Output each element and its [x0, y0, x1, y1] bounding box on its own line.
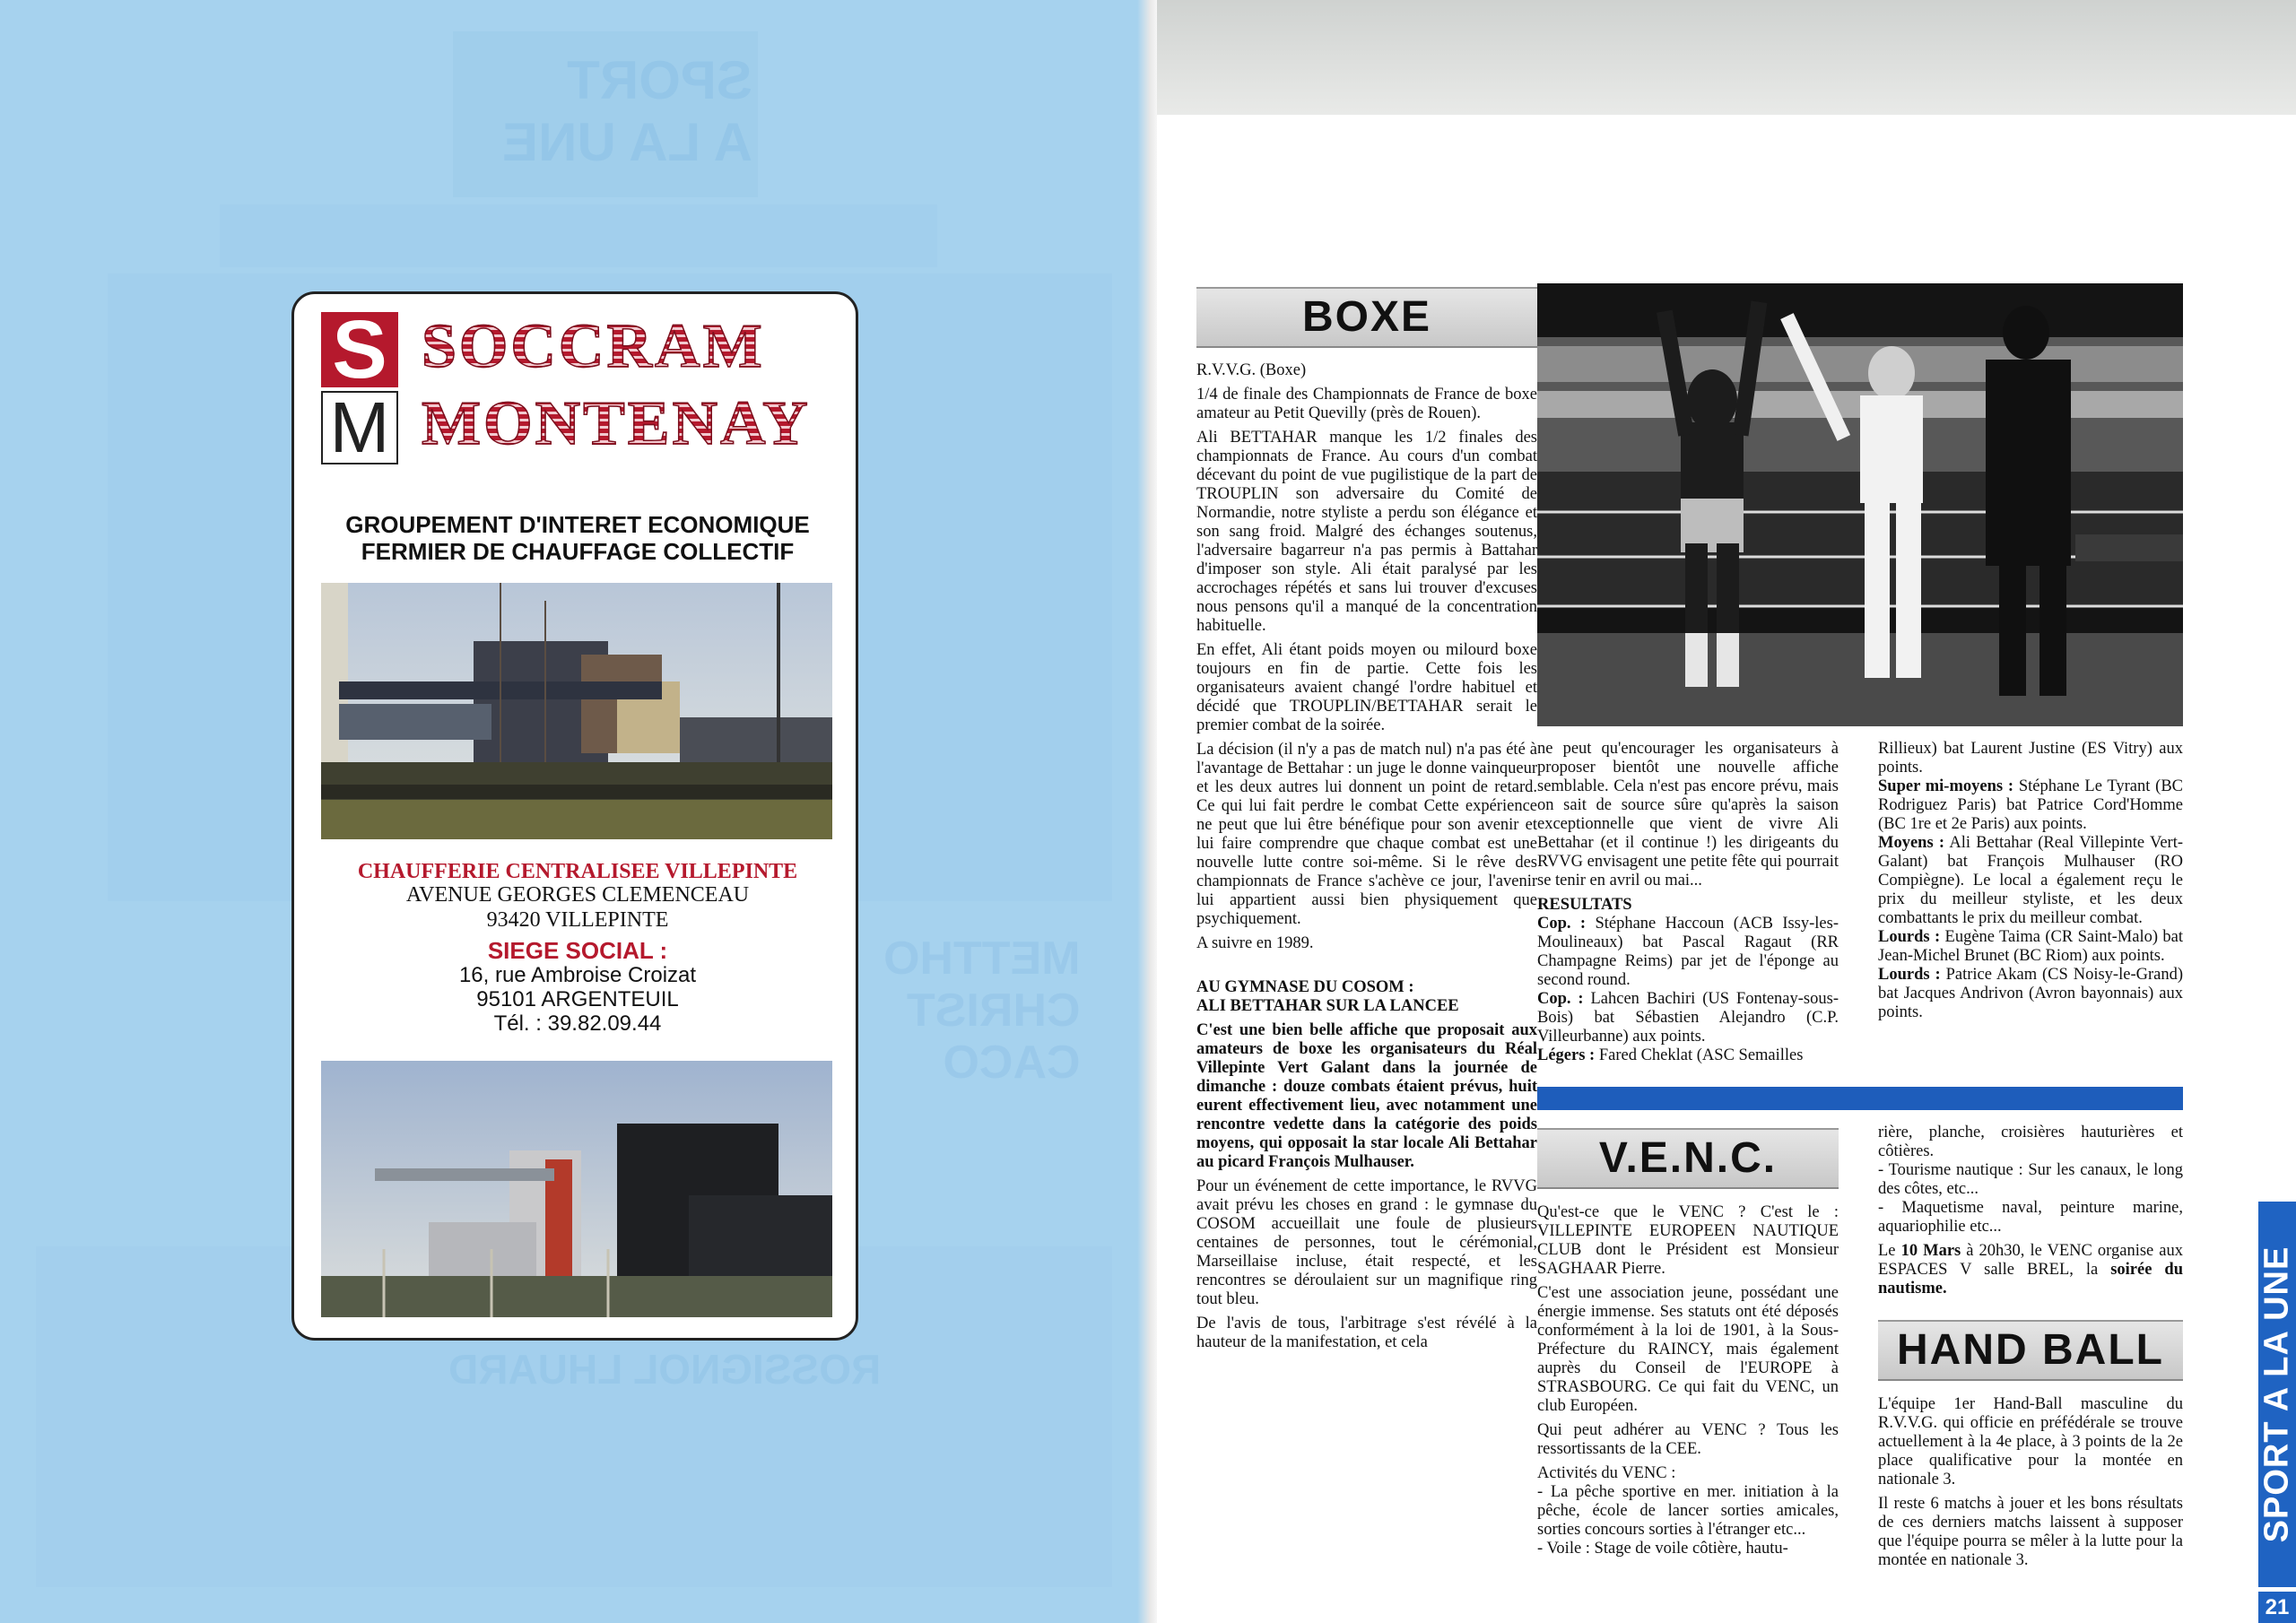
venc-paragraph: C'est une association jeune, possédant une énergie immense. Ses statuts ont été déposés conformément à la loi de 1901, à la Sous-Préfecture du RAINCY, mais également auprès du Conseil de l'EUROPE à STRASBOURG. Ce qui fait du VENC, un club Européen. [1537, 1284, 1839, 1415]
boxe-heading: BOXE [1196, 287, 1537, 348]
cosom-paragraph: Pour un événement de cette importance, le RVVG avait prévu les choses en grand : le gymnase du COSOM accueillait une foule de plusieurs centaines de personnes, tout le cérémonial, Marseillaise incluse, était respecté, et les rencontres se déroulaient sur un magnifique ring tout bleu. [1196, 1177, 1537, 1308]
boxe-paragraph: En effet, Ali étant poids moyen ou milourd boxe toujours en fin de partie. Cette fois les organisateurs avaient changé l'ordre habituel et décidé que TROUPLIN/BETTAHAR serait le premier combat de la soirée. [1196, 641, 1537, 734]
bleed-through-text: METTHO CHRIST CACO [883, 933, 1081, 1089]
result-label: Cop. : [1537, 915, 1587, 933]
cosom-heading-1: AU GYMNASE DU COSOM : [1196, 978, 1414, 996]
result-text: Stéphane Haccoun (ACB Issy-les-Moulineaux) bat Pascal Ragaut (RR Champagne Reims) par jet de l'éponge au second round. [1537, 915, 1839, 989]
result-text: Eugène Taima (CR Saint-Malo) bat Jean-Michel Brunet (BC Riom) aux points. [1878, 928, 2183, 965]
venc-column-2 [1878, 1124, 2183, 1304]
boxe-column-2 [1537, 740, 1839, 1065]
boiler-plant-photo-2 [321, 1061, 832, 1317]
venc-list-item: - Maquetisme naval, peinture marine, aquariophilie etc... [1878, 1199, 2183, 1236]
cosom-lead: C'est une bien belle affiche que proposait aux amateurs de boxe les organisateurs du Réal Villepinte Vert Galant dans la journée de dimanche : douze combats étaient prévus, huit eurent effectivement lieu, avec notamment une rencontre vedette dans la catégorie des poids moyens, qui opposait la star locale Ali Bettahar au picard François Mulhauser. [1196, 1021, 1537, 1171]
boxe-paragraph: A suivre en 1989. [1196, 934, 1314, 952]
boxe-paragraph: Ali BETTAHAR manque les 1/2 finales des championnats de France. Au cours d'un combat décevant du point de vue pugilistique de la part de TROUPLIN son adversaire du Comité de Normandie, notre styliste a perdu son élégance et son sang froid. Malgré des échanges soutenus, l'adversaire bagarreur n'a pas permis à Battahar d'imposer son style. Ali était paralysé par les accrochages répétés et sans lui trouver d'excuses nous pensons qu'il a manqué de la concentration habituelle. [1196, 429, 1537, 635]
boiler-plant-photo-1 [321, 583, 832, 839]
boxe-column-1 [1196, 361, 1537, 1358]
boxing-photo [1537, 283, 2183, 726]
gie-line2: FERMIER DE CHAUFFAGE COLLECTIF [361, 538, 795, 565]
venc-event: soirée du nautisme. [1878, 1261, 2183, 1298]
venc-list-item: - Tourisme nautique : Sur les canaux, le long des côtes, etc... [1878, 1161, 2183, 1198]
handball-paragraph: Il reste 6 matchs à jouer et les bons résultats de ces derniers matchs laissent à supposer que l'équipe pourra se mêler à la lutte pour la montée en nationale 3. [1878, 1495, 2183, 1569]
handball-paragraph: L'équipe 1er Hand-Ball masculine du R.V.V.G. qui officie en préfédérale se trouve actuellement à la 4e place, à 3 points de la 2e place qualificative pour la montée en nationale 3. [1878, 1395, 2183, 1488]
advertisement [291, 291, 858, 1341]
hq-address2: 95101 ARGENTEUIL [476, 987, 679, 1011]
boxe-paragraph: 1/4 de finale des Championnats de France de boxe amateur au Petit Quevilly (près de Rouen). [1196, 386, 1537, 422]
hq-phone: Tél. : 39.82.09.44 [493, 1011, 662, 1036]
venc-paragraph: Qui peut adhérer au VENC ? Tous les ressortissants de la CEE. [1537, 1421, 1839, 1458]
handball-column [1878, 1395, 2183, 1575]
bleed-through-box [220, 204, 937, 267]
result-label: Cop. : [1537, 990, 1584, 1008]
result-text: Stéphane Le Tyrant (BC Rodriguez Paris) bat Patrice Cord'Homme (BC 1re et 2e Paris) aux points. [1878, 777, 2184, 833]
hq-address1: 16, rue Ambroise Croizat [458, 963, 697, 987]
handball-heading: HAND BALL [1878, 1320, 2183, 1381]
site-address2: 93420 VILLEPINTE [486, 908, 669, 932]
hq-title: SIEGE SOCIAL : [487, 937, 668, 964]
results-title: RESULTATS [1537, 896, 1632, 914]
venc-paragraph: Qu'est-ce que le VENC ? C'est le : VILLEPINTE EUROPEEN NAUTIQUE CLUB dont le Président est Monsieur SAGHAAR Pierre. [1537, 1203, 1839, 1278]
result-label: Super mi-moyens : [1878, 777, 2014, 795]
venc-text: à 20h30, le VENC organise aux ESPACES V salle BREL, la [1878, 1242, 2184, 1279]
result-label: Lourds : [1878, 966, 1941, 984]
right-page [1157, 0, 2296, 1623]
venc-paragraph: Activités du VENC : [1537, 1464, 1676, 1482]
venc-column-1 [1537, 1203, 1839, 1558]
brand-name-line2: MONTENAY [422, 389, 811, 458]
cosom-paragraph: De l'avis de tous, l'arbitrage s'est révélé à la hauteur de la manifestation, et cela [1196, 1315, 1537, 1351]
logo-letter-bottom: M [321, 391, 398, 464]
venc-date: 10 Mars [1900, 1242, 1961, 1260]
sm-logo [321, 304, 398, 467]
result-text: Fared Cheklat (ASC Semailles [1598, 1046, 1804, 1064]
section-tab-label: SPORT A LA UNE [2257, 1245, 2296, 1543]
page-spine [1137, 0, 1159, 1623]
site-title: CHAUFFERIE CENTRALISEE VILLEPINTE [357, 860, 798, 883]
result-text: Patrice Akam (CS Noisy-le-Grand) bat Jacques Andrivon (Avron bayonnais) aux points. [1878, 966, 2184, 1021]
boxe-column-3 [1878, 740, 2183, 1022]
logo-letter-top: S [321, 312, 398, 387]
result-label: Légers : [1537, 1046, 1596, 1064]
brand-name-line1: SOCCRAM [422, 312, 765, 381]
result-label: Moyens : [1878, 834, 1945, 852]
boxe-paragraph: R.V.V.G. (Boxe) [1196, 361, 1307, 379]
section-divider [1537, 1087, 2183, 1110]
result-text: Lahcen Bachiri (US Fontenay-sous-Bois) bat Sébastien Alejandro (C.P. Villeurbanne) aux points. [1537, 990, 1839, 1046]
venc-list-item: rière, planche, croisières hauturières et côtières. [1878, 1124, 2183, 1160]
venc-text: Le [1878, 1242, 1896, 1260]
boxe-paragraph: ne peut qu'encourager les organisateurs à proposer bientôt une nouvelle affiche semblable. Cela n'est pas encore prévu, mais on sait de source sûre qu'après la saison exceptionnelle que vient de vivre Ali Bettahar (et il continue !) les dirigeants du RVVG envisagent une petite fête qui pourrait se tenir en avril ou mai... [1537, 740, 1839, 890]
bleed-through-text: ROSSIGNOL LHUARD [448, 1346, 882, 1393]
boxe-paragraph: La décision (il n'y a pas de match nul) n'a pas été à l'avantage de Bettahar : un juge le donne vainqueur et les deux autres lui donnent un point de retard. Ce qui lui fait perdre le combat Cette expérience ne peut que lui être bénéfique pour son avenir et lui faire comprendre que chaque combat est une nouvelle lutte contre soi-même. Si le rêve des championnats de France s'achève ce jour, l'avenir lui appartient aussi bien physiquement que psychiquement. [1196, 741, 1537, 928]
page-header-band [1157, 0, 2296, 115]
cosom-heading-2: ALI BETTAHAR SUR LA LANCEE [1196, 997, 1459, 1015]
site-address1: AVENUE GEORGES CLEMENCEAU [405, 883, 750, 907]
page-number: 21 [2258, 1592, 2296, 1623]
bleed-through-text: SPORT A LA UNE [502, 50, 752, 172]
venc-heading: V.E.N.C. [1537, 1128, 1839, 1189]
result-text: Rillieux) bat Laurent Justine (ES Vitry) aux points. [1878, 740, 2183, 777]
result-text: Ali Bettahar (Real Villepinte Vert-Galant) bat François Mulhauser (RO Compiègne). Le local a également reçu le prix du meilleur styliste, et les deux combattants le prix du meilleur combat. [1878, 834, 2183, 927]
result-label: Lourds : [1878, 928, 1941, 946]
venc-list-item: - La pêche sportive en mer. initiation à la pêche, école de lancer sorties amicales, sorties concours sorties à l'étranger etc... [1537, 1483, 1839, 1539]
gie-line1: GROUPEMENT D'INTERET ECONOMIQUE [345, 511, 810, 538]
section-tab [2258, 1202, 2296, 1587]
venc-list-item: - Voile : Stage de voile côtière, hautu- [1537, 1540, 1788, 1558]
